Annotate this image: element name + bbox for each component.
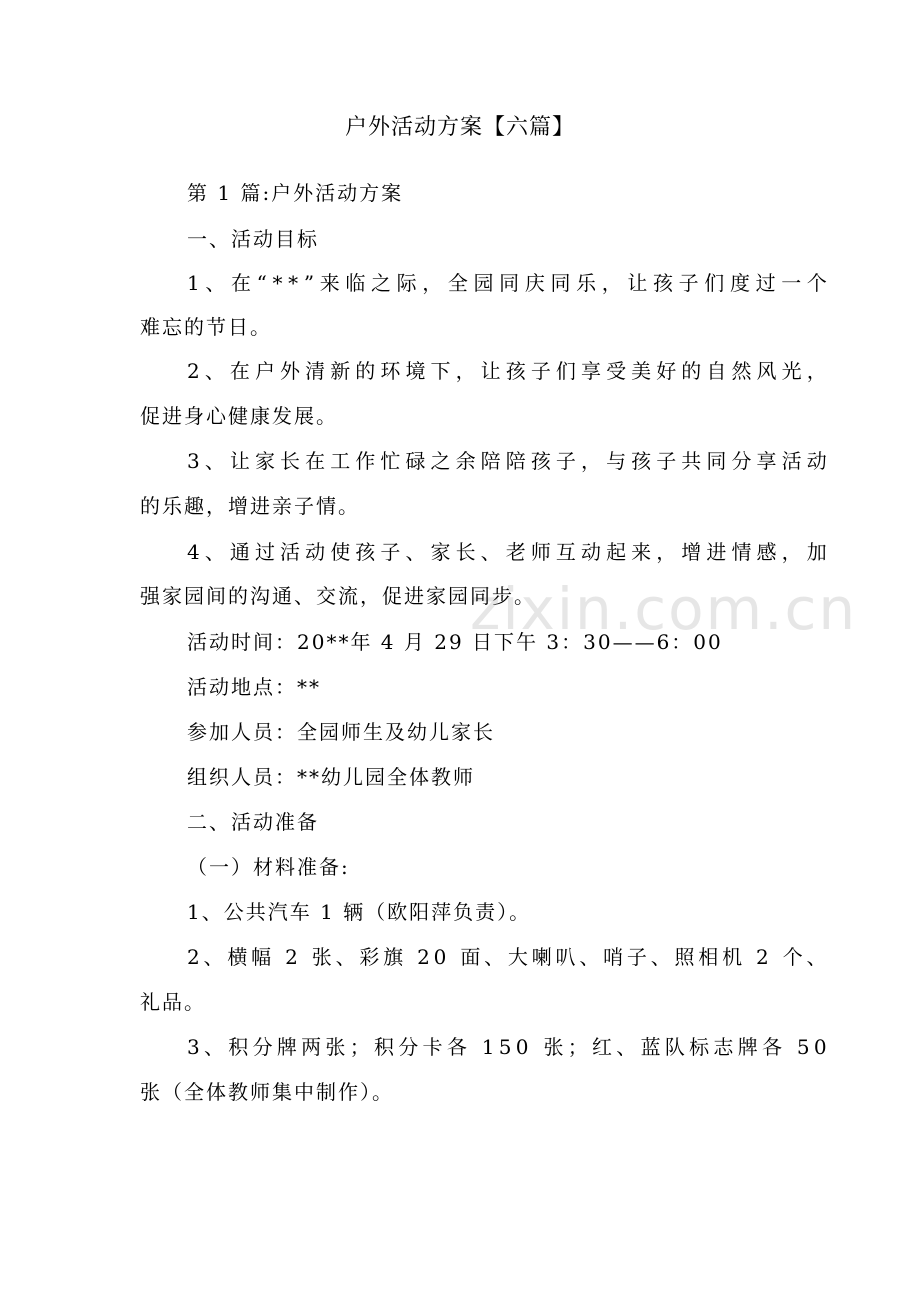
paragraph-line: 4 、 通 过 活 动 使 孩 子 、 家 长 、 老 师 互 动 起 来 ， 增 进 情 感 ， 加	[187, 540, 827, 564]
list-item-continuation: 礼品。	[140, 990, 206, 1014]
paragraph-line: 促进身心健康发展。	[140, 404, 338, 428]
paragraph-line: 强家园间的沟通、交流，促进家园同步。	[140, 584, 536, 608]
paragraph-line: 2 、 在 户 外 清 新 的 环 境 下 ， 让 孩 子 们 享 受 美 好 的 自 然 风 光 ，	[187, 359, 827, 383]
activity-location: 活动地点：**	[187, 675, 321, 699]
activity-time: 活动时间：20**年 4 月 29 日下午 3：30——6：00	[187, 630, 723, 654]
section-heading: 第 1 篇:户外活动方案	[187, 181, 404, 205]
list-item-continuation: 张（全体教师集中制作）。	[140, 1080, 394, 1104]
list-item: 3 、 积 分 牌 两 张 ； 积 分 卡 各 1 5 0 张 ； 红 、 蓝 队 标 志 牌 各 5 0	[187, 1035, 827, 1059]
document-title: 户外活动方案【六篇】	[344, 115, 575, 140]
subsection-heading: 一、活动目标	[187, 227, 319, 251]
subsection-heading: 二、活动准备	[187, 810, 319, 834]
paragraph-line: 难忘的节日。	[140, 315, 272, 339]
participants: 参加人员：全园师生及幼儿家长	[187, 720, 495, 744]
subsection-heading: （一）材料准备:	[187, 855, 350, 879]
paragraph-line: 1 、 在 “ * * ” 来 临 之 际 ， 全 园 同 庆 同 乐 ， 让 孩 子 们 度 过 一 个	[187, 271, 827, 295]
paragraph-line: 3 、 让 家 长 在 工 作 忙 碌 之 余 陪 陪 孩 子 ， 与 孩 子 共 同 分 享 活 动	[187, 449, 827, 473]
organizers: 组织人员：**幼儿园全体教师	[187, 765, 475, 789]
watermark: zixin.com.cn	[470, 575, 858, 643]
paragraph-line: 的乐趣，增进亲子情。	[140, 494, 360, 518]
list-item: 2 、 横 幅 2 张 、 彩 旗 2 0 面 、 大 喇 叭 、 哨 子 、 照 相 机 2 个 、	[187, 945, 827, 969]
list-item: 1、公共汽车 1 辆（欧阳萍负责）。	[187, 900, 532, 924]
